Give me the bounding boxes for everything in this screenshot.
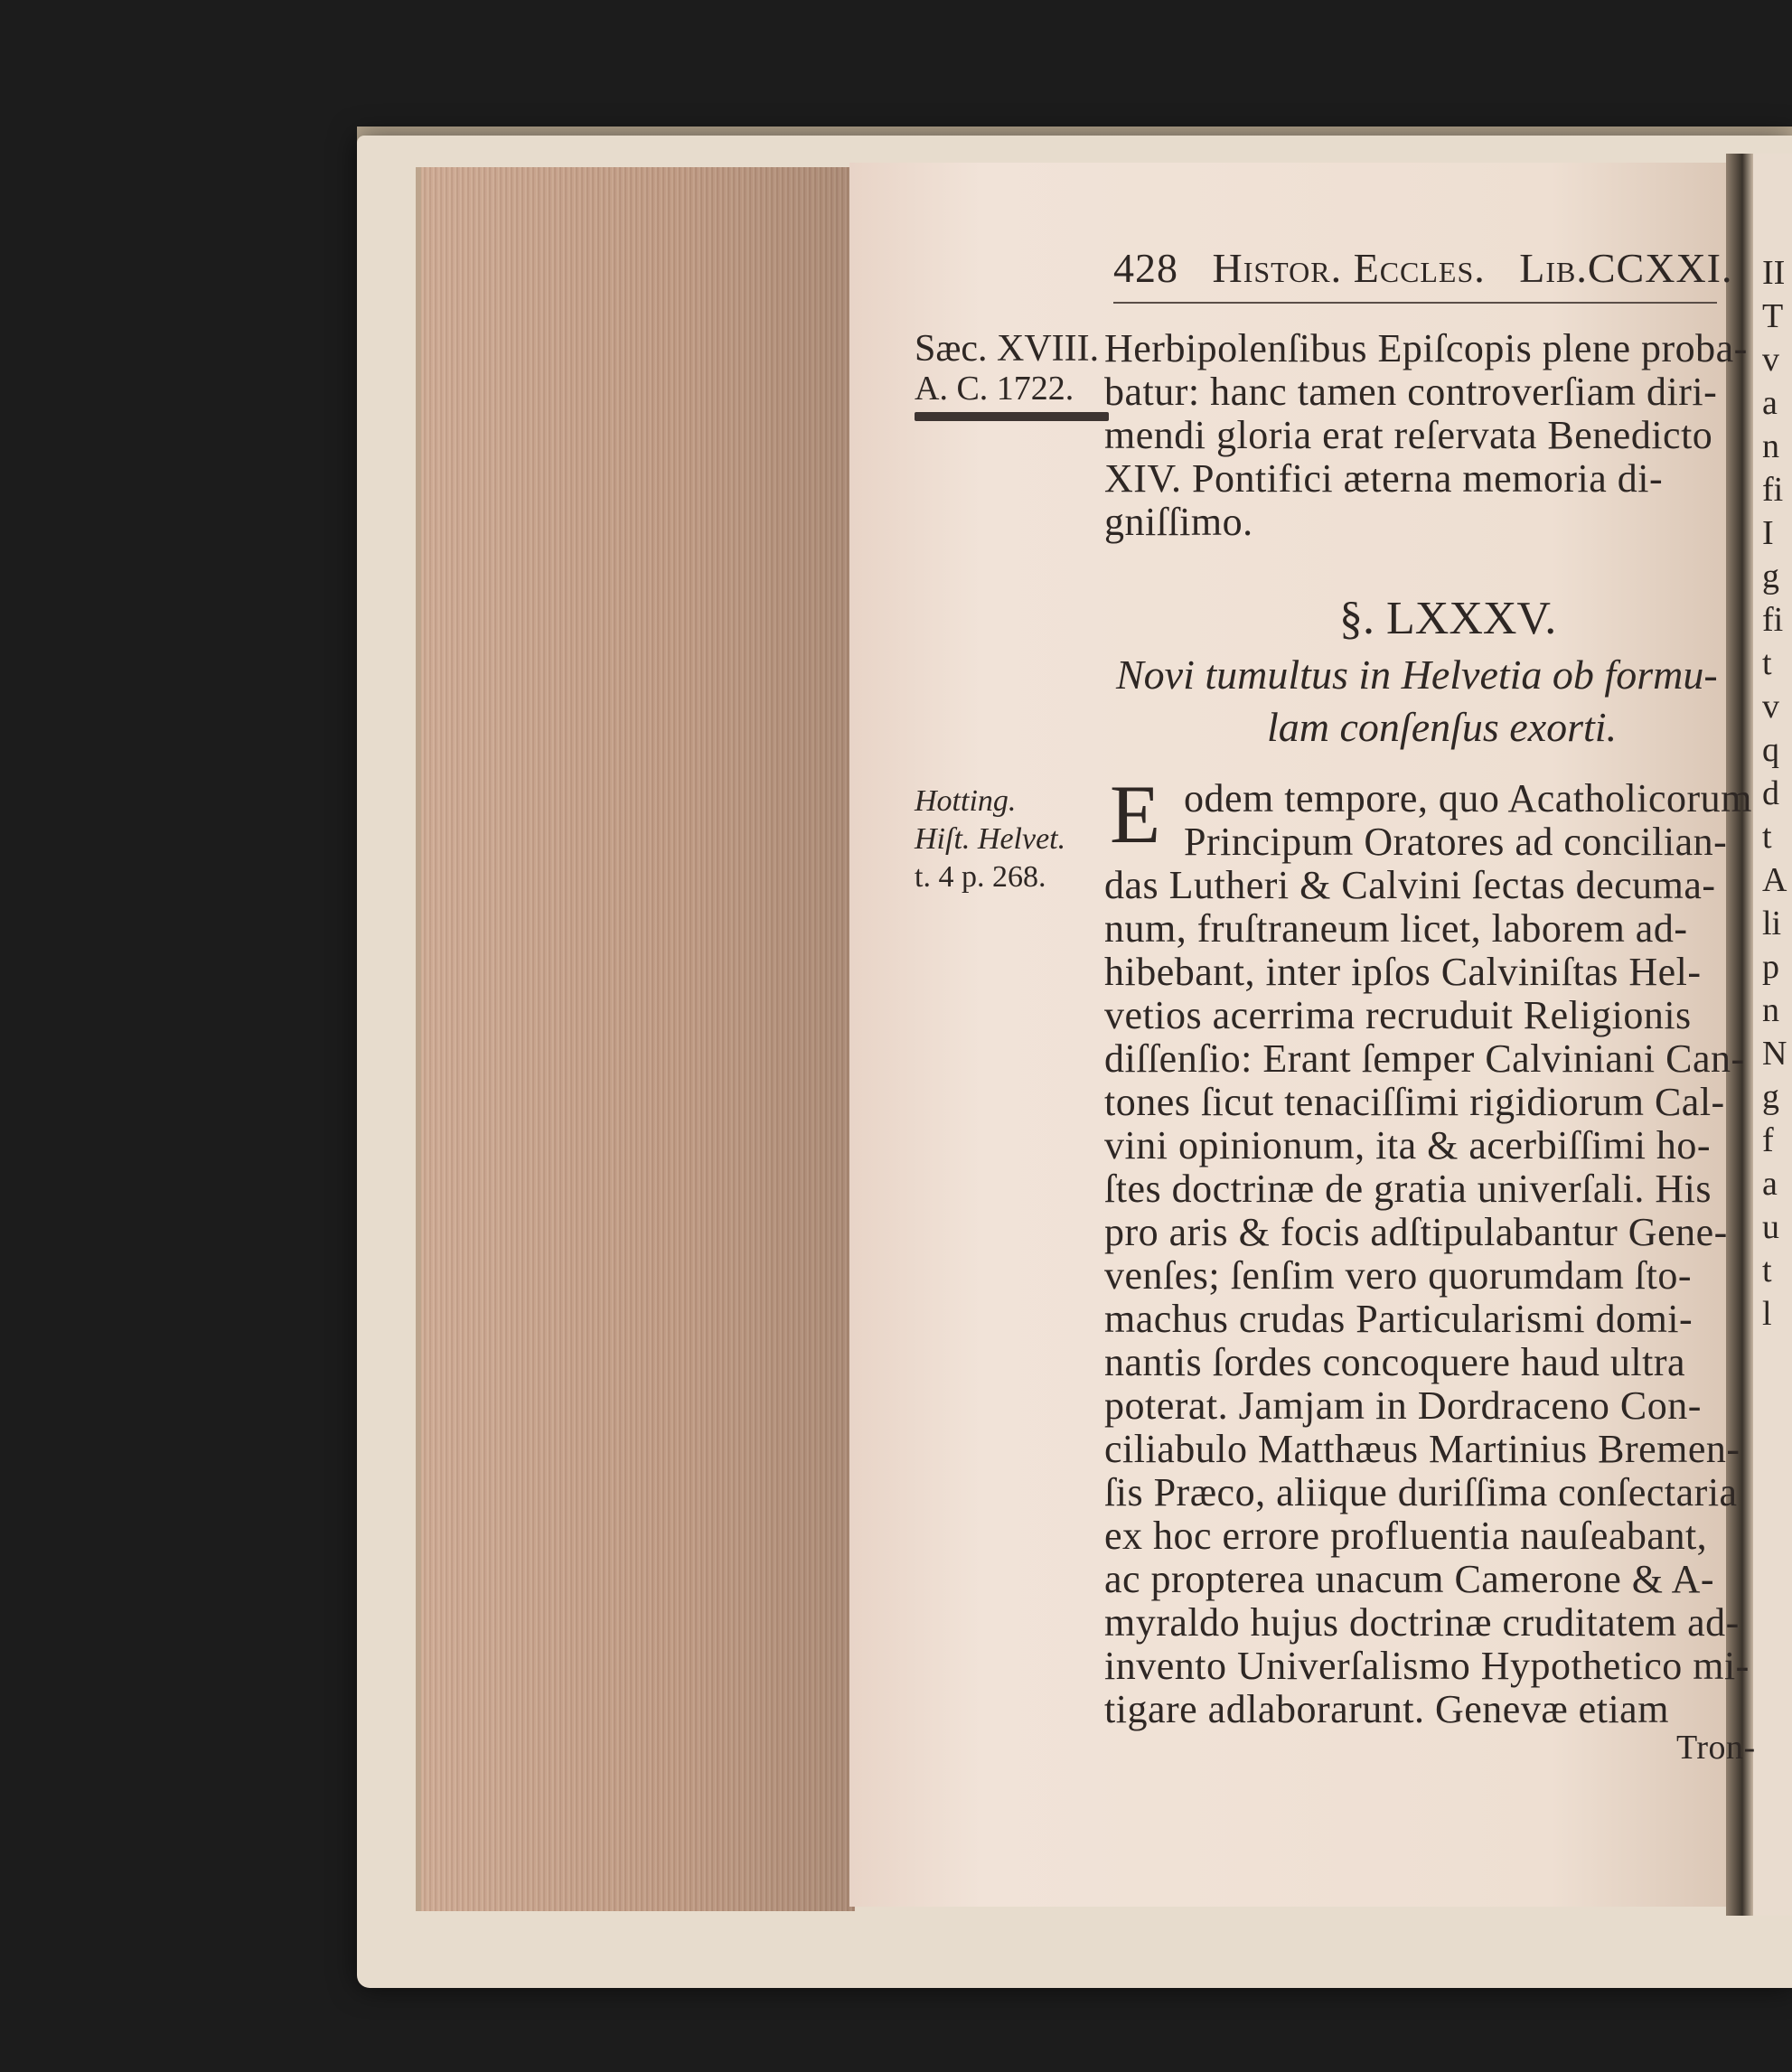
margin-anno: A. C. 1722.	[915, 370, 1074, 408]
paragraph-line: vini opinionum, ita & acerbiſſimi ho-	[1104, 1123, 1712, 1167]
facing-page-fragment: n	[1762, 427, 1779, 465]
facing-page-fragment: I	[1762, 514, 1774, 552]
facing-page-fragment: v	[1762, 341, 1779, 379]
paragraph-line: invento Univerſalismo Hypothetico mi-	[1104, 1644, 1750, 1688]
facing-page-fragment: N	[1762, 1035, 1787, 1073]
facing-page-fragment: g	[1762, 1078, 1779, 1116]
paragraph-line: odem tempore, quo Acatholicorum	[1184, 776, 1752, 820]
section-number: §. LXXXV.	[1339, 593, 1557, 644]
paragraph-line: ex hoc errore profluentia nauſeabant,	[1104, 1514, 1708, 1558]
running-header	[1113, 244, 1733, 292]
facing-page-fragment: d	[1762, 774, 1779, 812]
facing-page-fragment: II	[1762, 254, 1786, 292]
facing-page-fragment: t	[1762, 1252, 1772, 1289]
facing-page-fragment: fi	[1762, 601, 1784, 639]
facing-page	[1753, 154, 1792, 1916]
book-reference: Lib.CCXXI.	[1519, 245, 1733, 291]
facing-page-fragment: li	[1762, 905, 1782, 942]
text-line: batur: hanc tamen controverſiam diri-	[1104, 370, 1718, 414]
facing-page-fragment: l	[1762, 1295, 1772, 1333]
facing-page-fragment: f	[1762, 1121, 1774, 1159]
facing-page-fragment: p	[1762, 948, 1779, 986]
citation-line: Hotting.	[915, 784, 1017, 818]
drop-initial: E	[1110, 768, 1161, 860]
facing-page-fragment: t	[1762, 644, 1772, 682]
page-block-edge	[416, 167, 855, 1911]
facing-page-fragment: q	[1762, 731, 1779, 769]
paragraph-line: tones ſicut tenaciſſimi rigidiorum Cal-	[1104, 1080, 1725, 1124]
text-line: mendi gloria erat reſervata Benedicto	[1104, 413, 1713, 457]
facing-page-fragment: v	[1762, 688, 1779, 726]
paragraph-line: num, fruſtraneum licet, laborem ad-	[1104, 906, 1688, 951]
paragraph-line: diſſenſio: Erant ſemper Calviniani Can-	[1104, 1036, 1745, 1081]
facing-page-fragment: A	[1762, 861, 1787, 899]
citation-line: t. 4 p. 268.	[915, 860, 1046, 894]
text-line: XIV. Pontifici æterna memoria di-	[1104, 456, 1664, 501]
paragraph-line: venſes; ſenſim vero quorumdam ſto-	[1104, 1253, 1692, 1298]
facing-page-fragment: fi	[1762, 471, 1784, 509]
paragraph-line: ciliabulo Matthæus Martinius Bremen-	[1104, 1427, 1740, 1471]
paragraph-line: pro aris & focis adſtipulabantur Gene-	[1104, 1210, 1728, 1254]
paragraph-line: hibebant, inter ipſos Calviniſtas Hel-	[1104, 950, 1702, 994]
citation-line: Hiſt. Helvet.	[915, 822, 1066, 856]
facing-page-fragment: a	[1762, 384, 1778, 422]
paragraph-line: ſtes doctrinæ de gratia univerſali. His	[1104, 1167, 1712, 1211]
facing-page-fragment: g	[1762, 558, 1779, 595]
paragraph-line: myraldo hujus doctrinæ cruditatem ad-	[1104, 1600, 1740, 1645]
margin-saeculum: Sæc. XVIII.	[915, 328, 1100, 370]
text-line: Herbipolenſibus Epiſcopis plene proba-	[1104, 326, 1748, 370]
facing-page-fragment: n	[1762, 991, 1779, 1029]
paragraph-line: tigare adlaborarunt. Genevæ etiam	[1104, 1687, 1669, 1731]
facing-page-fragment: t	[1762, 818, 1772, 856]
paragraph-line: poterat. Jamjam in Dordraceno Con-	[1104, 1383, 1702, 1428]
paragraph-line: machus crudas Particularismi domi-	[1104, 1297, 1693, 1341]
header-rule	[1113, 302, 1717, 304]
facing-page-fragment: u	[1762, 1208, 1779, 1246]
page-number: 428	[1113, 245, 1178, 291]
facing-page-fragment: T	[1762, 297, 1784, 335]
section-title-line: lam conſenſus exorti.	[1267, 704, 1618, 750]
paragraph-line: Principum Oratores ad concilian-	[1184, 820, 1728, 864]
paragraph-line: ac propterea unacum Camerone & A-	[1104, 1557, 1714, 1601]
paragraph-line: vetios acerrima recruduit Religionis	[1104, 993, 1692, 1037]
paragraph-line: das Lutheri & Calvini ſectas decuma-	[1104, 863, 1716, 907]
running-head-title: Histor. Eccles.	[1212, 245, 1486, 291]
text-line: gniſſimo.	[1104, 500, 1253, 544]
facing-page-fragment: a	[1762, 1165, 1778, 1203]
section-title-line: Novi tumultus in Helvetia ob formu-	[1116, 652, 1718, 698]
margin-rule	[915, 412, 1109, 421]
paragraph-line: nantis ſordes concoquere haud ultra	[1104, 1340, 1686, 1384]
paragraph-line: ſis Præco, aliique duriſſima conſectaria	[1104, 1470, 1738, 1514]
catchword: Tron-	[1676, 1729, 1756, 1767]
